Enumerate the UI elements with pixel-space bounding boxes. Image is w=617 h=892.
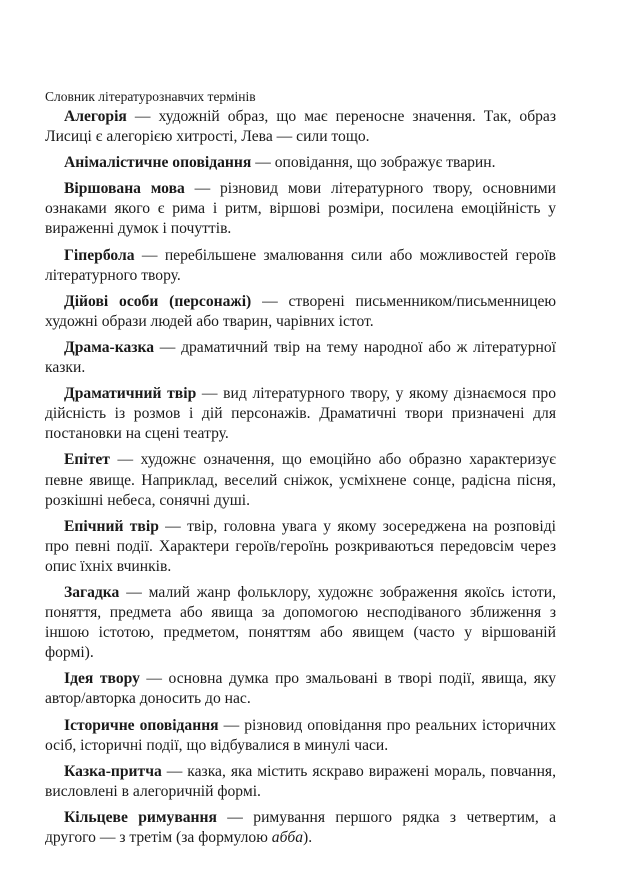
- term: Віршована мова: [64, 180, 185, 198]
- entry-istorychne-opovidannia: Історичне оповідання — різновид оповідання про реальних історичних осіб, історичні події, що відбувалися в минулі часи.: [45, 716, 557, 754]
- definition: художнє означення, що емоційно або образно характеризує певне явище. Наприклад, веселий сніжок, усміхнене сонце, радісна пісня, розкішні небеса, сонячні душі.: [45, 451, 556, 509]
- term: Кільцеве римування: [64, 808, 217, 826]
- entry-drama-kazka: Драма-казка — драматичний твір на тему народної або ж літературної казки.: [45, 338, 556, 377]
- formula: абба: [271, 829, 304, 846]
- definition: римування першого рядка з четвертим, а другого — з третім (за формулою: [45, 808, 557, 846]
- definition: оповідання, що зображує тварин.: [274, 154, 496, 172]
- term: Ідея твору: [64, 670, 140, 688]
- term: Драматичний твір: [64, 385, 197, 403]
- term: Історичне оповідання: [64, 716, 219, 734]
- definition: твір, головна увага у якому зосереджена на розповіді про певні події. Характери героїв/героїнь розкриваються передовсім через опис їхніх вчинків.: [45, 517, 557, 575]
- term: Епітет: [64, 451, 110, 469]
- term: Анімалістичне оповідання: [64, 154, 252, 172]
- entry-kiltseve-rymuvannia: Кільцеве римування — римування першого рядка з четвертим, а другого — з третім (за формулою абба).: [45, 808, 557, 846]
- dictionary-page: [45, 88, 556, 854]
- entry-epichnyi-tvir: Епічний твір — твір, головна увага у якому зосереджена на розповіді про певні події. Характери героїв/героїнь розкриваються передовсім через опис їхніх вчинків.: [45, 517, 557, 575]
- definition: казка, яка містить яскраво виражені мораль, повчання, висловлені в алегоричній формі.: [45, 762, 556, 800]
- entry-diiovi-osoby: Дійові особи (персонажі) — створені письменником/письменницею художні образи людей або тварин, чарівних істот.: [45, 292, 557, 330]
- term: Драма-казка: [64, 338, 155, 356]
- entry-alegoriia: Алегорія — художній образ, що має переносне значення. Так, образ Лисиці є алегорією хитрості, Лева — сили тощо.: [45, 108, 557, 146]
- entry-zahadka: Загадка — малий жанр фольклору, художнє зображення якоїсь істоти, поняття, предмета або явища за допомогою несподіваного зближення з іншою істотою, предметом, поняттям або явищем (часто у віршованій формі).: [45, 583, 556, 662]
- entry-virshovana-mova: Віршована мова — різновид мови літературного твору, основними ознаками якого є рима і ритм, віршові розміри, посилена емоційність у вираженні думок і почуттів.: [45, 180, 556, 238]
- entry-epitet: Епітет — художнє означення, що емоційно або образно характеризує певне явище. Наприклад, веселий сніжок, усміхнене сонце, радісна пісня, розкішні небеса, сонячні душі.: [45, 451, 556, 509]
- definition: вид літературного твору, у якому дізнаємося про дійсність із розмов і дій персонажів. Драматичні твори призначені для постановки на сцені театру.: [45, 385, 557, 443]
- definition: драматичний твір на тему народної або ж літературної казки.: [45, 338, 556, 377]
- term: Дійові особи (персонажі): [64, 292, 252, 310]
- definition-end: ).: [303, 829, 313, 846]
- entry-dramatychnyi-tvir: Драматичний твір — вид літературного твору, у якому дізнаємося про дійсність із розмов і дій персонажів. Драматичні твори призначені для постановки на сцені театру.: [45, 385, 557, 443]
- entry-hiperbola: Гіпербола — перебільшене змалювання сили або можливостей героїв літературного твору.: [45, 246, 557, 284]
- term: Алегорія: [64, 108, 127, 125]
- definition: створені письменником/письменницею художні образи людей або тварин, чарівних істот.: [45, 292, 557, 330]
- term: Епічний твір: [64, 517, 159, 535]
- term: Загадка: [64, 583, 120, 601]
- term: Гіпербола: [64, 246, 135, 264]
- definition: малий жанр фольклору, художнє зображення якоїсь істоти, поняття, предмета або явища за допомогою несподіваного зближення з іншою істотою, предметом, поняттям або явищем (часто у віршованій формі).: [45, 583, 556, 662]
- term: Казка-притча: [64, 762, 162, 780]
- definition: художній образ, що має переносне значення. Так, образ Лисиці є алегорією хитрості, Лева — сили тощо.: [45, 108, 557, 146]
- definition: різновид оповідання про реальних історичних осіб, історичні події, що відбувалися в минулі часи.: [45, 716, 557, 754]
- entry-ideia-tvoru: Ідея твору — основна думка про змальовані в творі події, явища, яку автор/авторка доносить до нас.: [45, 670, 557, 708]
- entry-kazka-prytcha: Казка-притча — казка, яка містить яскраво виражені мораль, повчання, висловлені в алегоричній формі.: [45, 762, 556, 800]
- running-header: Словник літературознавчих термінів: [45, 89, 256, 104]
- definition: перебільшене змалювання сили або можливостей героїв літературного твору.: [45, 246, 557, 284]
- entry-animalistychne-opovidannia: Анімалістичне оповідання — оповідання, що зображує тварин.: [64, 154, 496, 172]
- definition: різновид мови літературного твору, основними ознаками якого є рима і ритм, віршові розміри, посилена емоційність у вираженні думок і почуттів.: [45, 180, 556, 238]
- definition: основна думка про змальовані в творі події, явища, яку автор/авторка доносить до нас.: [45, 670, 557, 708]
